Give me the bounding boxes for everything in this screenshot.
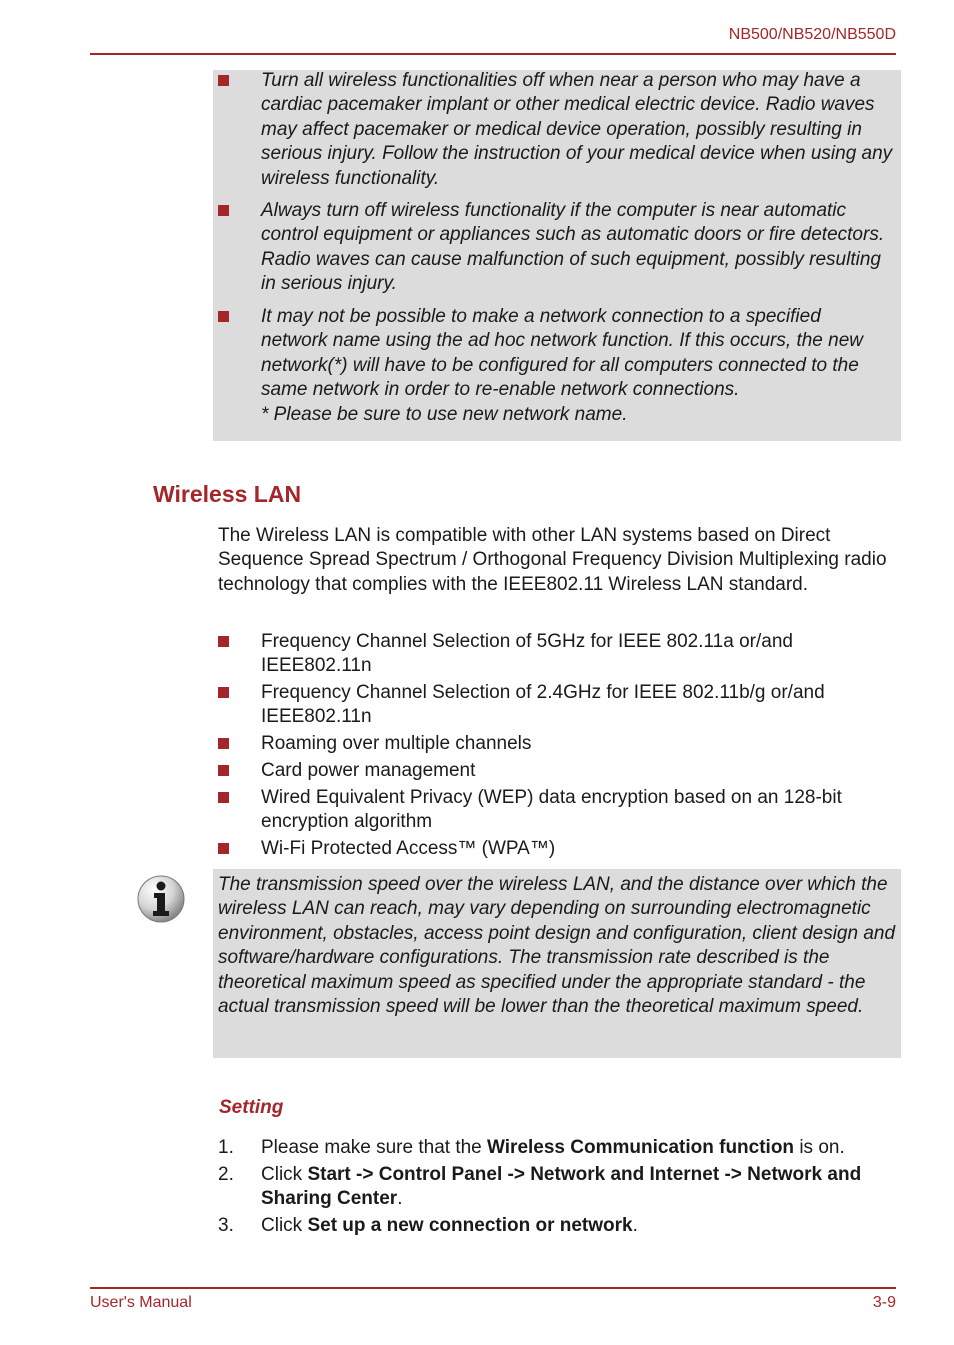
bullet-icon [218, 205, 229, 216]
bullet-icon [218, 738, 229, 749]
warning-item: Turn all wireless functionalities off when near a person who may have a cardiac pacemaker implant or other medical electric device. Radio waves may affect pacemaker or medical device operation, possibly resulting in serious injury. Follow the instruction of your medical device when using any wireless functionality. [261, 70, 893, 189]
section-title: Wireless LAN [153, 481, 302, 507]
step-text-plain: Click [261, 1164, 308, 1185]
step-number: 2. [218, 1164, 234, 1185]
manual-title: User's Manual [90, 1294, 192, 1311]
footer-rule [90, 1287, 896, 1289]
model-number: NB500/NB520/NB550D [728, 26, 896, 43]
setting-title: Setting [219, 1097, 284, 1118]
note-text: The transmission speed over the wireless LAN, and the distance over which the wireless LAN can reach, may vary depending on surrounding electromagnetic environment, obstacles, access point design and configuration, client design and software/hardware configurations. The transmission rate described is the theoretical maximum speed as specified under the appropriate standard - the actual transmission speed will be lower than the theoretical maximum speed. [218, 874, 896, 1018]
step-text-bold: Start -> Control Panel -> Network and Internet -> Network and Sharing Center [261, 1164, 862, 1210]
feature-item: Frequency Channel Selection of 2.4GHz for IEEE 802.11b/g or/and IEEE802.11n [261, 682, 825, 728]
feature-item: Wired Equivalent Privacy (WEP) data encryption based on an 128-bit encryption algorithm [261, 787, 842, 833]
bullet-icon [218, 687, 229, 698]
bullet-icon [218, 843, 229, 854]
feature-item: Card power management [261, 760, 476, 781]
bullet-icon [218, 75, 229, 86]
step-text-plain: . [632, 1215, 638, 1236]
step-number: 3. [218, 1215, 234, 1236]
bullet-icon [218, 765, 229, 776]
page-number: 3-9 [872, 1294, 896, 1311]
feature-item: Frequency Channel Selection of 5GHz for IEEE 802.11a or/and IEEE802.11n [261, 631, 793, 677]
bullet-icon [218, 311, 229, 322]
warning-item: It may not be possible to make a network connection to a specified network name using the ad hoc network function. If this occurs, the new network(*) will have to be configured for all computers connected to the same network in order to re-enable network connections. [261, 306, 863, 401]
feature-item: Roaming over multiple channels [261, 733, 532, 754]
step-text-plain: is on. [794, 1137, 845, 1158]
step-text [261, 1163, 881, 1212]
info-icon [136, 874, 186, 924]
step-text-plain: Please make sure that the [261, 1137, 488, 1158]
warning-footnote: * Please be sure to use new network name. [261, 404, 628, 425]
feature-item: Wi-Fi Protected Access™ (WPA™) [261, 838, 556, 859]
bullet-icon [218, 636, 229, 647]
warning-item: Always turn off wireless functionality if the computer is near automatic control equipment or appliances such as automatic doors or fire detectors. Radio waves can cause malfunction of such equipment, possibly resulting in serious injury. [261, 200, 885, 295]
step-text-plain: Click [261, 1215, 308, 1236]
step-text [261, 1136, 901, 1160]
step-text [261, 1214, 901, 1238]
bullet-icon [218, 792, 229, 803]
step-number: 1. [218, 1137, 234, 1158]
step-text-plain: . [397, 1188, 403, 1210]
step-text-bold: Set up a new connection or network [307, 1215, 633, 1236]
header-rule [90, 53, 896, 55]
intro-paragraph: The Wireless LAN is compatible with other LAN systems based on Direct Sequence Spread Spectrum / Orthogonal Frequency Division Multiplexing radio technology that complies with the IEEE802.11 Wireless LAN standard. [218, 525, 887, 595]
step-text-bold: Wireless Communication function [487, 1137, 795, 1158]
